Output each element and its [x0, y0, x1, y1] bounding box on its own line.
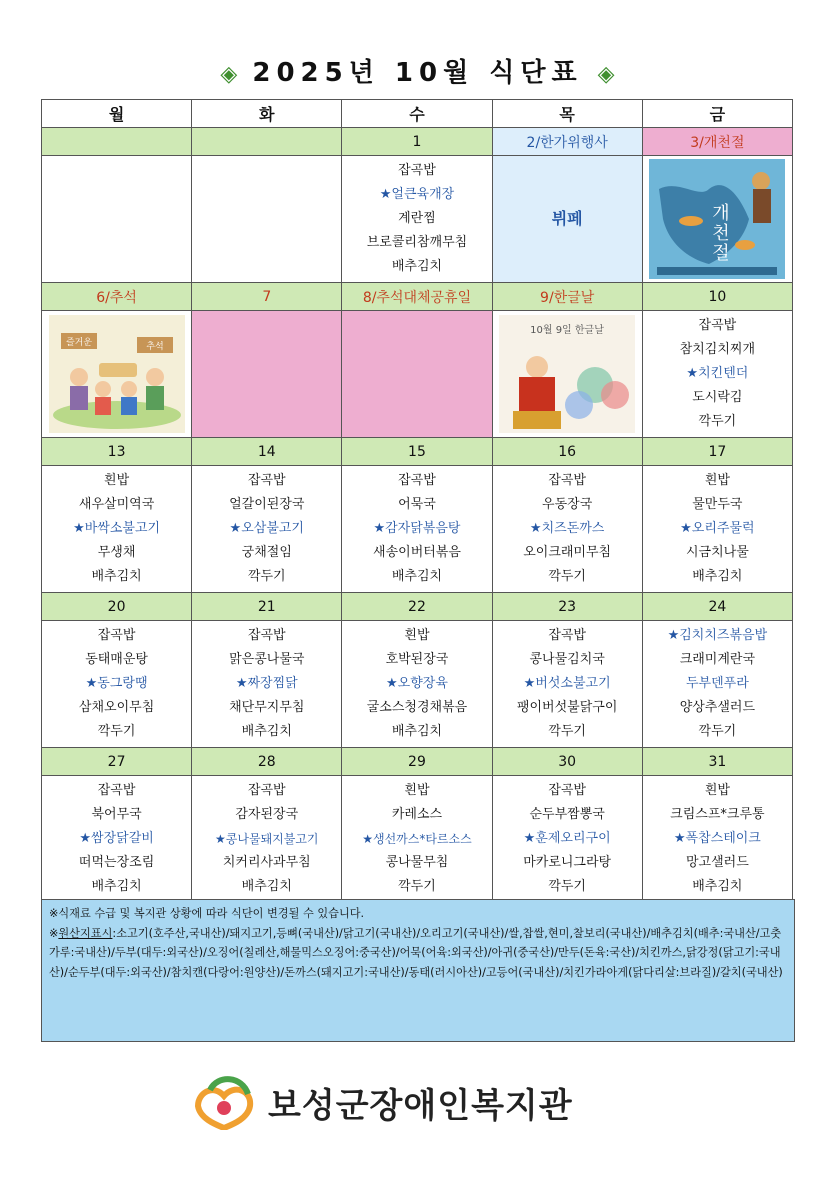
menu-item-main: ★치킨텐더 — [686, 366, 749, 381]
menu-item-main: ★얼큰육개장 — [379, 187, 455, 202]
menu-item: 북어무국 — [91, 807, 142, 822]
date-cell: 24 — [642, 593, 792, 621]
weekday-thu: 목 — [492, 100, 642, 128]
menu-item-main: ★김치치즈볶음밥 — [667, 628, 768, 643]
menu-item: 참치김치찌개 — [679, 342, 756, 357]
menu-item: 잡곡밥 — [247, 628, 286, 643]
menu-item: 잡곡밥 — [97, 628, 136, 643]
menu-item: 카레소스 — [391, 807, 443, 822]
menu-item: 얼갈이된장국 — [229, 497, 305, 512]
date-cell: 10 — [642, 283, 792, 311]
weekday-wed: 수 — [342, 100, 492, 128]
svg-text:천: 천 — [712, 223, 731, 244]
date-cell: 22 — [342, 593, 492, 621]
menu-cell — [492, 156, 642, 283]
date-cell: 3/개천절 — [642, 128, 792, 156]
menu-item: 잡곡밥 — [548, 473, 586, 488]
menu-item: 어묵국 — [398, 497, 436, 512]
menu-cell — [42, 311, 192, 438]
chuseok-image — [49, 315, 185, 433]
menu-item: 물만두국 — [692, 497, 743, 512]
menu-item: 배추김치 — [692, 879, 743, 894]
menu-item: 배추김치 — [91, 879, 142, 894]
date-cell: 29 — [342, 748, 492, 776]
menu-cell — [342, 776, 492, 903]
menu-item: 깍두기 — [698, 414, 737, 429]
chuseok-sign-text: 즐거운 — [65, 338, 92, 348]
menu-item: 떠먹는장조림 — [78, 855, 155, 870]
date-cell: 21 — [192, 593, 342, 621]
date-cell: 15 — [342, 438, 492, 466]
date-cell: 14 — [192, 438, 342, 466]
menu-item: 배추김치 — [241, 879, 292, 894]
notes-box — [41, 899, 795, 1042]
diamond-icon: ◈ — [597, 62, 615, 87]
menu-item: 깍두기 — [548, 724, 586, 739]
menu-item: 콩나물김치국 — [529, 652, 605, 667]
menu-item: 깍두기 — [548, 879, 586, 894]
date-cell: 9/한글날 — [492, 283, 642, 311]
menu-item: 굴소스청경채볶음 — [366, 700, 468, 715]
menu-cell — [42, 466, 192, 593]
date-cell: 27 — [42, 748, 192, 776]
weekday-fri: 금 — [642, 100, 792, 128]
menu-item: 오이크래미무침 — [523, 545, 612, 560]
welfare-center-logo — [190, 1070, 260, 1130]
menu-item: 크래미계란국 — [679, 652, 756, 667]
menu-item: 잡곡밥 — [97, 783, 136, 798]
menu-item-main: ★감자닭볶음탕 — [373, 521, 461, 536]
menu-item: 잡곡밥 — [247, 473, 286, 488]
menu-item-main: ★훈제오리구이 — [523, 831, 611, 846]
menu-item: 두부덴푸라 — [685, 676, 749, 691]
menu-item: 깍두기 — [398, 879, 436, 894]
svg-text:개: 개 — [712, 203, 731, 224]
menu-item: 흰밥 — [104, 473, 130, 488]
menu-item: 깍두기 — [698, 724, 737, 739]
menu-item: 마카로니그라탕 — [523, 855, 612, 870]
hangeul-day-text: 10월 9일 한글날 — [530, 325, 605, 336]
menu-cell — [192, 156, 342, 283]
menu-item: 팽이버섯불닭구이 — [516, 700, 618, 715]
menu-item: 채단무지무침 — [229, 700, 305, 715]
notes-change-notice: ※식재료 수급 및 복지관 상황에 따라 식단이 변경될 수 있습니다. — [49, 907, 365, 920]
hangeul-day-image — [499, 315, 635, 433]
menu-cell — [192, 466, 342, 593]
menu-item-main: ★오향장육 — [386, 676, 448, 691]
menu-item: 깍두기 — [247, 569, 286, 584]
menu-item: 동태매운탕 — [85, 652, 148, 667]
menu-item: 잡곡밥 — [548, 628, 586, 643]
menu-item: 흰밥 — [704, 783, 730, 798]
menu-cell — [492, 311, 642, 438]
menu-cell — [342, 311, 492, 438]
menu-cell — [42, 621, 192, 748]
menu-item: 양상추샐러드 — [679, 700, 756, 715]
diamond-icon: ◈ — [220, 62, 238, 87]
footer — [190, 1070, 650, 1130]
menu-cell — [42, 776, 192, 903]
date-cell: 23 — [492, 593, 642, 621]
date-cell: 20 — [42, 593, 192, 621]
menu-item: 계란찜 — [398, 211, 436, 226]
menu-item-main: ★오리주물럭 — [680, 521, 755, 536]
menu-table — [41, 99, 793, 903]
menu-cell — [42, 156, 192, 283]
menu-cell — [642, 156, 792, 283]
menu-item-main: ★버섯소불고기 — [523, 676, 611, 691]
menu-item: 궁채절임 — [241, 545, 292, 560]
date-cell: 8/추석대체공휴일 — [342, 283, 492, 311]
org-name: 보성군장애인복지관 — [268, 1086, 573, 1126]
menu-item: 무생채 — [97, 545, 136, 560]
date-cell: 6/추석 — [42, 283, 192, 311]
menu-item: 배추김치 — [391, 259, 443, 274]
menu-item-main: ★짜장찜닭 — [235, 676, 298, 691]
menu-item: 새송이버터볶음 — [373, 545, 461, 560]
menu-cell — [642, 466, 792, 593]
menu-item: 순두부짬뽕국 — [529, 807, 605, 822]
menu-item-main: ★콩나물돼지불고기 — [215, 832, 319, 846]
menu-item: 흰밥 — [704, 473, 730, 488]
menu-item: 깍두기 — [548, 569, 586, 584]
menu-cell — [192, 621, 342, 748]
menu-item-main: ★바싹소불고기 — [73, 521, 161, 536]
menu-item: 호박된장국 — [385, 652, 449, 667]
menu-item: 감자된장국 — [235, 807, 299, 822]
notes-origin-label: 원산지표시 — [58, 926, 113, 940]
notes-origin — [49, 924, 787, 983]
notes-origin-prefix: ※ — [49, 926, 59, 940]
menu-cell — [492, 621, 642, 748]
menu-item: 흰밥 — [404, 783, 430, 798]
menu-cell — [192, 776, 342, 903]
chuseok-sign-text: 추석 — [145, 342, 164, 352]
svg-text:절: 절 — [712, 243, 731, 264]
notes-origin-text: :소고기(호주산,국내산)/돼지고기,등뼈(국내산)/닭고기(국내산)/오리고기(국내산)/쌀,찹쌀,현미,찰보리(국내산)/배추김치(배추:국내산/고춧가루:국내산)/두부(대두:외국산)/오징어(칠레산,해물믹스오징어:중국산)/어묵(어육:외국산)/아귀(중국산)/만두(돈육:국산)/치킨까스,닭강정(닭고기:국내산)/순두부(대두:외국산)/참치캔(다랑어:원양산)/돈까스(돼지고기:국내산)/동태(러시아산)/고등어(국내산)/치킨가라아게(닭다리살:브라질)/갈치(국내산) — [49, 926, 783, 979]
menu-cell — [492, 776, 642, 903]
date-cell: 2/한가위행사 — [492, 128, 642, 156]
menu-item: 콩나물무침 — [385, 855, 449, 870]
menu-cell — [192, 311, 342, 438]
title-text: 2025년 10월 식단표 — [252, 58, 583, 88]
menu-item-main: ★생선까스*타르소스 — [362, 832, 472, 846]
date-cell: 16 — [492, 438, 642, 466]
menu-item: 도시락김 — [692, 390, 743, 405]
menu-cell — [342, 621, 492, 748]
menu-item-main: ★치즈돈까스 — [529, 521, 605, 536]
menu-item-main: ★쌈장닭갈비 — [79, 831, 154, 846]
weekday-mon: 월 — [42, 100, 192, 128]
date-cell: 7 — [192, 283, 342, 311]
menu-item: 배추김치 — [692, 569, 743, 584]
menu-item: 우동장국 — [542, 497, 593, 512]
menu-item: 망고샐러드 — [685, 855, 749, 870]
menu-item: 잡곡밥 — [548, 783, 586, 798]
menu-item: 깍두기 — [97, 724, 136, 739]
menu-item-main: ★오삼불고기 — [229, 521, 304, 536]
menu-item: 흰밥 — [404, 628, 430, 643]
date-cell: 31 — [642, 748, 792, 776]
menu-item-main: ★폭찹스테이크 — [673, 831, 761, 846]
menu-item: 잡곡밥 — [698, 318, 737, 333]
menu-item: 잡곡밥 — [247, 783, 286, 798]
menu-item: 맑은콩나물국 — [229, 652, 305, 667]
menu-item: 치커리사과무침 — [222, 855, 311, 870]
menu-item: 잡곡밥 — [398, 163, 436, 178]
date-cell: 13 — [42, 438, 192, 466]
menu-cell — [492, 466, 642, 593]
menu-item: 배추김치 — [391, 724, 443, 739]
date-cell: 30 — [492, 748, 642, 776]
menu-item: 배추김치 — [391, 569, 443, 584]
date-cell — [192, 128, 342, 156]
menu-cell — [342, 466, 492, 593]
menu-item: 삼채오이무침 — [78, 700, 155, 715]
weekday-tue: 화 — [192, 100, 342, 128]
date-cell: 28 — [192, 748, 342, 776]
date-cell: 1 — [342, 128, 492, 156]
menu-item: 배추김치 — [91, 569, 142, 584]
gaecheonjeol-image — [649, 159, 785, 279]
menu-item: 브로콜리참깨무침 — [366, 235, 468, 250]
menu-cell — [642, 621, 792, 748]
menu-cell — [642, 311, 792, 438]
date-cell: 17 — [642, 438, 792, 466]
menu-item-main: ★동그랑땡 — [85, 676, 148, 691]
menu-cell — [342, 156, 492, 283]
menu-item: 배추김치 — [241, 724, 292, 739]
page-title — [0, 52, 835, 89]
menu-item: 새우살미역국 — [78, 497, 155, 512]
menu-item: 크림스프*크루통 — [670, 807, 765, 822]
date-cell — [42, 128, 192, 156]
menu-item: 시금치나물 — [685, 545, 749, 560]
menu-cell — [642, 776, 792, 903]
buffet-label: 뷔페 — [551, 209, 583, 228]
menu-item: 잡곡밥 — [398, 473, 436, 488]
